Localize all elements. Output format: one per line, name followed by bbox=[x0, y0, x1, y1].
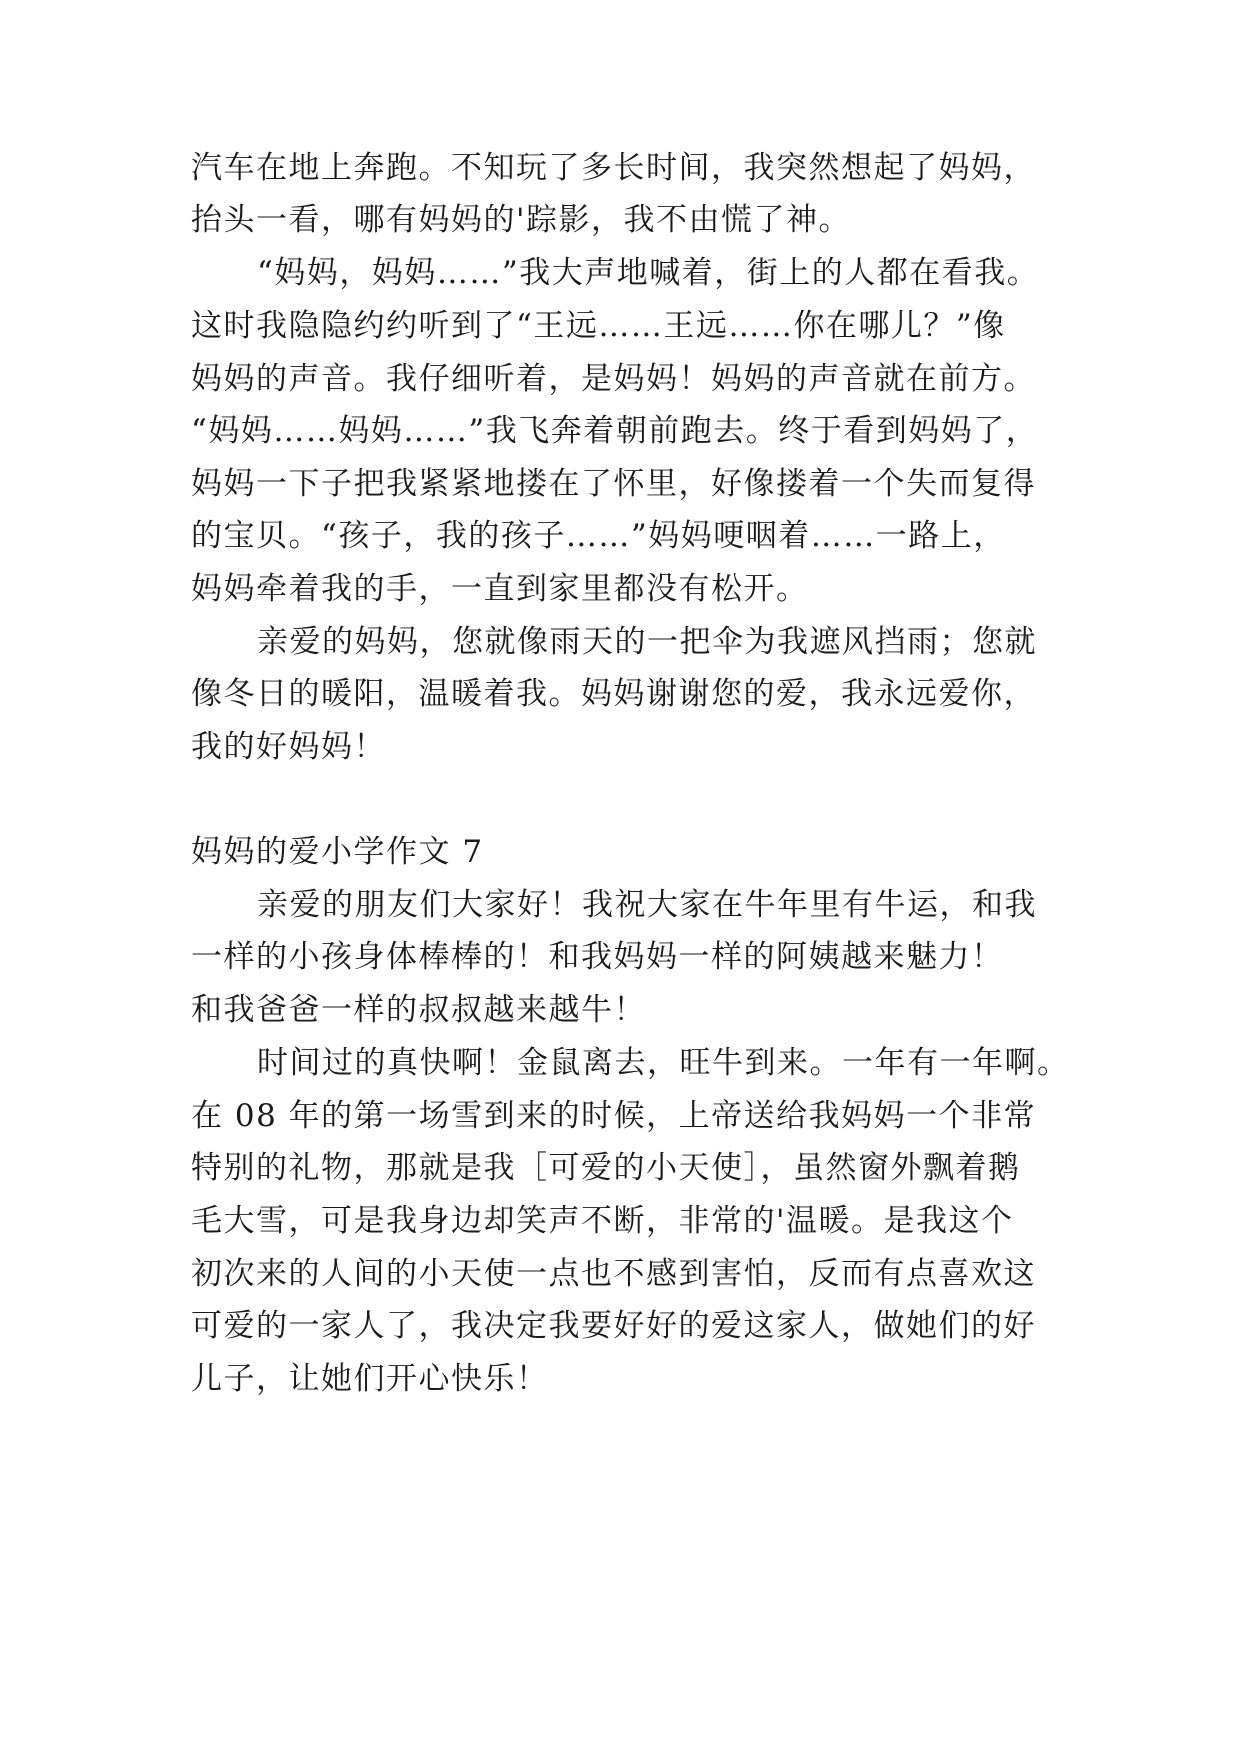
paragraph-line: 初次来的人间的小天使一点也不感到害怕，反而有点喜欢这 bbox=[191, 1256, 1036, 1292]
paragraph-line: 时间过的真快啊！金鼠离去，旺牛到来。一年有一年啊。 bbox=[257, 1045, 1070, 1081]
paragraph-line: “妈妈，妈妈……”我大声地喊着，街上的人都在看我。 bbox=[257, 255, 1040, 291]
paragraph-line: 和我爸爸一样的叔叔越来越牛！ bbox=[191, 992, 646, 1028]
paragraph-line: 妈妈一下子把我紧紧地搂在了怀里，好像搂着一个失而复得 bbox=[191, 466, 1036, 502]
paragraph-line: 在 08 年的第一场雪到来的时候，上帝送给我妈妈一个非常 bbox=[191, 1098, 1037, 1134]
paragraph-line: 像冬日的暖阳，温暖着我。妈妈谢谢您的爱，我永远爱你， bbox=[191, 676, 1036, 712]
paragraph-line: 我的好妈妈！ bbox=[191, 729, 386, 765]
paragraph-line: 汽车在地上奔跑。不知玩了多长时间，我突然想起了妈妈， bbox=[191, 150, 1036, 186]
paragraph-line: “妈妈……妈妈……”我飞奔着朝前跑去。终于看到妈妈了， bbox=[191, 413, 1039, 449]
paragraph-line: 儿子，让她们开心快乐！ bbox=[191, 1361, 549, 1397]
paragraph-line: 特别的礼物，那就是我［可爱的小天使］，虽然窗外飘着鹅 bbox=[191, 1150, 1021, 1186]
paragraph-line: 抬头一看，哪有妈妈的'踪影，我不由慌了神。 bbox=[191, 202, 852, 238]
section-title: 妈妈的爱小学作文 7 bbox=[191, 834, 484, 870]
paragraph-line: 一样的小孩身体棒棒的！和我妈妈一样的阿姨越来魅力！ bbox=[191, 939, 1004, 975]
paragraph-line: 妈妈牵着我的手，一直到家里都没有松开。 bbox=[191, 571, 809, 607]
paragraph-line: 妈妈的声音。我仔细听着，是妈妈！妈妈的声音就在前方。 bbox=[191, 361, 1036, 397]
paragraph-line: 毛大雪，可是我身边却笑声不断，非常的'温暖。是我这个 bbox=[191, 1203, 1014, 1239]
paragraph-line: 亲爱的朋友们大家好！我祝大家在牛年里有牛运，和我 bbox=[257, 887, 1037, 923]
paragraph-line: 的宝贝。“孩子，我的孩子……”妈妈哽咽着……一路上， bbox=[191, 518, 1006, 554]
paragraph-line: 这时我隐隐约约听到了“王远……王远……你在哪儿？”像 bbox=[191, 308, 1006, 344]
paragraph-line: 可爱的一家人了，我决定我要好好的爱这家人，做她们的好 bbox=[191, 1308, 1036, 1344]
paragraph-line: 亲爱的妈妈，您就像雨天的一把伞为我遮风挡雨；您就 bbox=[257, 624, 1037, 660]
